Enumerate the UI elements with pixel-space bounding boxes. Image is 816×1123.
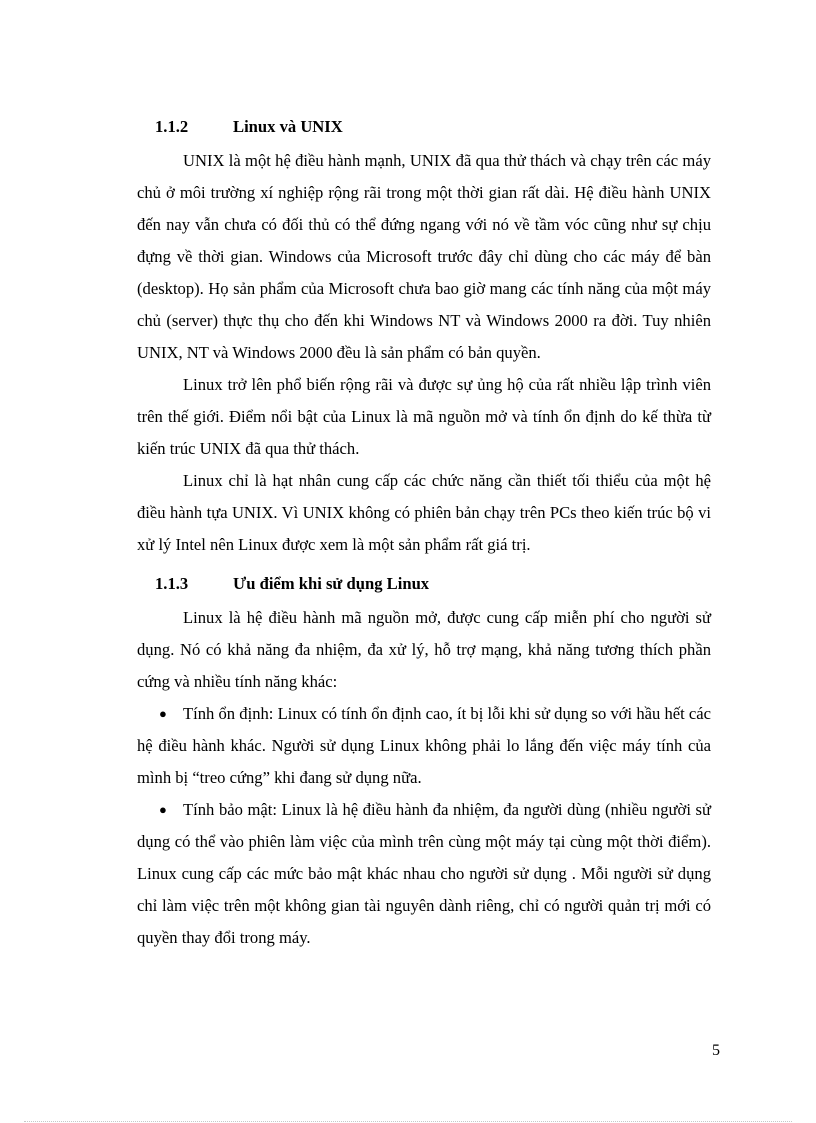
section-heading-1-1-3 (137, 569, 711, 599)
paragraph-linux-advantages-intro: Linux là hệ điều hành mã nguồn mở, được cung cấp miễn phí cho người sử dụng. Nó có khả năng đa nhiệm, đa xử lý, hỗ trợ mạng, khả năng tương thích phần cứng và nhiều tính năng khác: (137, 608, 711, 691)
section-number: 1.1.2 (155, 117, 189, 136)
section-title: Linux và UNIX (233, 117, 343, 136)
list-item-text: Tính bảo mật: Linux là hệ điều hành đa nhiệm, đa người dùng (nhiều người sử dụng có thể vào phiên làm việc của mình trên cùng một máy tại cùng một thời điểm). Linux cung cấp các mức bảo mật khác nhau cho người sử dụng . Mỗi người sử dụng chỉ làm việc trên một không gian tài nguyên dành riêng, chỉ có người quản trị mới có quyền thay đổi trong máy. (137, 800, 711, 947)
page-number: 5 (712, 1042, 720, 1059)
list-item-stability (137, 698, 711, 794)
paragraph-unix-intro: UNIX là một hệ điều hành mạnh, UNIX đã qua thử thách và chạy trên các máy chủ ở môi trường xí nghiệp rộng rãi trong một thời gian rất dài. Hệ điều hành UNIX đến nay vẫn chưa có đối thủ có thể đứng ngang với nó về tầm vóc cũng như sự chịu đựng về thời gian. Windows của Microsoft trước đây chỉ dùng cho các máy để bàn (desktop). Họ sản phẩm của Microsoft chưa bao giờ mang các tính năng của một máy chủ (server) thực thụ cho đến khi Windows NT và Windows 2000 ra đời. Tuy nhiên UNIX, NT và Windows 2000 đều là sản phẩm có bản quyền. (137, 151, 711, 362)
list-item-text: Tính ổn định: Linux có tính ổn định cao, ít bị lỗi khi sử dụng so với hầu hết các hệ điều hành khác. Người sử dụng Linux không phải lo lắng đến việc máy tính của mình bị “treo cứng” khi đang sử dụng nữa. (137, 704, 711, 787)
page-bottom-border (24, 1121, 792, 1122)
bullet-icon: ● (159, 706, 167, 721)
page-content (137, 112, 711, 954)
section-title: Ưu điểm khi sử dụng Linux (233, 574, 430, 593)
paragraph-linux-kernel: Linux chỉ là hạt nhân cung cấp các chức năng cần thiết tối thiểu của một hệ điều hành tựa UNIX. Vì UNIX không có phiên bản chạy trên PCs theo kiến trúc bộ vi xử lý Intel nên Linux được xem là một sản phẩm rất giá trị. (137, 471, 711, 554)
section-number: 1.1.3 (155, 574, 189, 593)
bullet-icon: ● (159, 802, 167, 817)
paragraph-linux-popularity: Linux trở lên phổ biến rộng rãi và được sự ủng hộ của rất nhiều lập trình viên trên thế giới. Điểm nổi bật của Linux là mã nguồn mở và tính ổn định do kế thừa từ kiến trúc UNIX đã qua thử thách. (137, 375, 711, 458)
list-item-security (137, 794, 711, 954)
section-heading-1-1-2 (137, 112, 711, 142)
